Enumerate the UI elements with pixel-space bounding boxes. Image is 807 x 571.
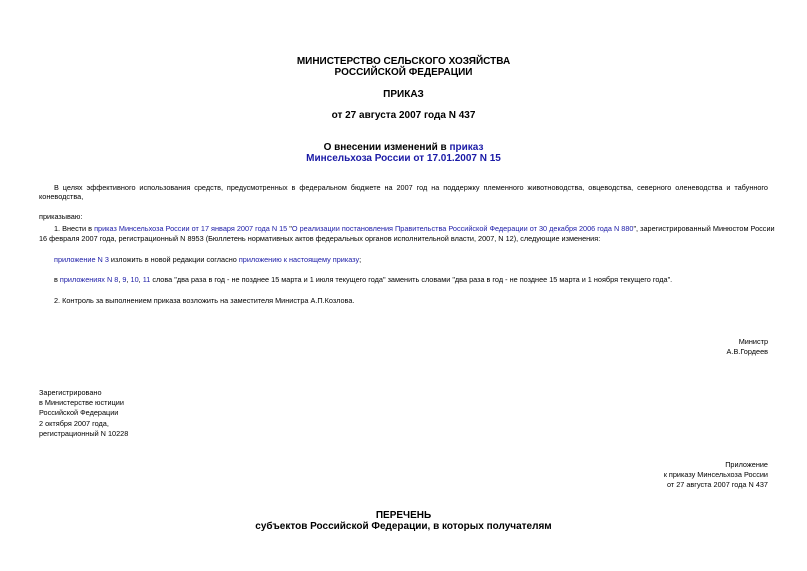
order-15-link[interactable]: приказ Минсельхоза России от 17 января 2007 года N 15 [94, 224, 288, 233]
sub-item-1 [54, 255, 361, 264]
registration-line-5: регистрационный N 10228 [39, 429, 129, 438]
item-1-quote: " [287, 224, 292, 233]
title-prefix: О внесении изменений в [323, 142, 450, 153]
appendix-label: Приложение [725, 460, 768, 469]
registration-line-2: в Министерстве юстиции [39, 398, 124, 407]
item-2: 2. Контроль за выполнением приказа возложить на заместителя Министра А.П.Козлова. [54, 296, 355, 305]
appendix-order-ref: к приказу Минсельхоза России [663, 470, 768, 479]
appendix-3-link[interactable]: приложение N 3 [54, 255, 109, 264]
item-1-prefix: 1. Внести в [54, 224, 95, 233]
orders-word: приказываю: [39, 212, 83, 221]
comma: , [118, 275, 123, 284]
comma: , [138, 275, 143, 284]
resolution-880-link[interactable]: О реализации постановления Правительства Российской Федерации от 30 декабря 2006 года N 880 [291, 224, 634, 233]
ministry-line-2: РОССИЙСКОЙ ФЕДЕРАЦИИ [334, 67, 473, 78]
registration-line-4: 2 октября 2007 года, [39, 419, 109, 428]
signature-name: А.В.Гордеев [726, 347, 768, 356]
registration-line-1: Зарегистрировано [39, 388, 102, 397]
sub-item-2 [54, 275, 672, 284]
ministry-line-1: МИНИСТЕРСТВО СЕЛЬСКОГО ХОЗЯЙСТВА [296, 56, 511, 67]
sub-item-2-rest: слова "два раза в год - не позднее 15 марта и 1 июля текущего года" заменить словами "два раза в год - не позднее 15 марта и 1 ноября текущего года". [150, 275, 673, 284]
registration-line-3: Российской Федерации [39, 408, 119, 417]
comma: , [126, 275, 131, 284]
document-date: от 27 августа 2007 года N 437 [331, 110, 476, 121]
appendix-8-link[interactable]: приложениях N 8 [59, 275, 119, 284]
appendix-11-link[interactable]: 11 [142, 275, 151, 284]
appendix-10-link[interactable]: 10 [130, 275, 139, 284]
sub-item-1-end: ; [359, 255, 362, 264]
signature-position: Министр [738, 337, 768, 346]
appendix-9-link[interactable]: 9 [122, 275, 127, 284]
sub-item-1-mid: изложить в новой редакции согласно [108, 255, 239, 264]
appendix-heading: ПЕРЕЧЕНЬ [375, 510, 432, 521]
sub-item-2-prefix: в [54, 275, 60, 284]
appendix-to-order-link[interactable]: приложению к настоящему приказу [238, 255, 360, 264]
appendix-order-date: от 27 августа 2007 года N 437 [666, 480, 768, 489]
document-type: ПРИКАЗ [383, 89, 424, 100]
item-1-line-1 [54, 224, 775, 233]
item-1-rest: ", зарегистрированный Минюстом России [633, 224, 775, 233]
title-order-reference-link[interactable]: Минсельхоза России от 17.01.2007 N 15 [306, 153, 501, 164]
intro-paragraph: В целях эффективного использования средств, предусмотренных в федеральном бюджете на 2007 год на поддержку племенного животноводства, овцеводства, северного оленеводства и табунного коневодства, [39, 183, 768, 201]
appendix-subheading: субъектов Российской Федерации, в которых получателям [255, 521, 552, 532]
title-order-link[interactable]: приказ [449, 142, 484, 153]
item-1-line-2: 16 февраля 2007 года, регистрационный N 8953 (Бюллетень нормативных актов федеральных органов исполнительной власти, 2007, N 12), следующие изменения: [39, 234, 601, 243]
